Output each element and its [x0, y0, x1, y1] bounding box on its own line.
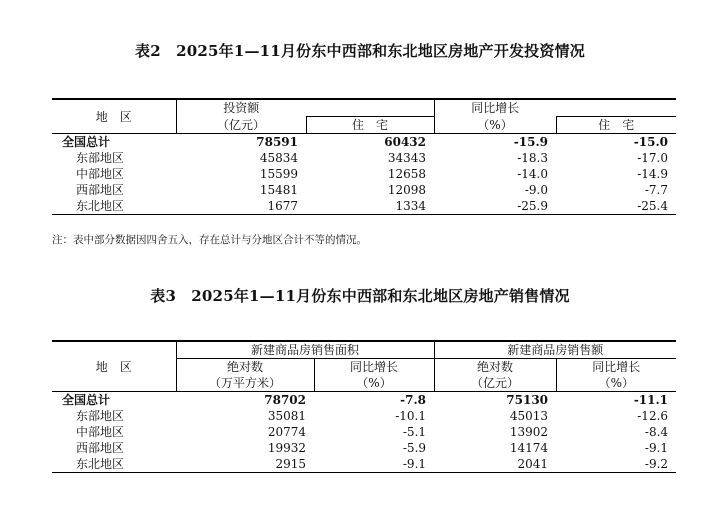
- yoy-cell: -9.0: [524, 183, 548, 197]
- table3-amount-unit: （亿元）: [434, 375, 556, 392]
- table3-region-header: 地 区: [52, 341, 176, 392]
- area-cell: 2915: [176, 456, 314, 473]
- table3-area-abs-header: 绝对数: [176, 359, 314, 376]
- table2-title: 表2 2025年1—11月份东中西部和东北地区房地产开发投资情况: [135, 42, 585, 60]
- yoy-residential-cell: -7.7: [644, 183, 668, 197]
- amount-yoy-cell: -11.1: [633, 393, 669, 407]
- area-yoy-cell: -10.1: [395, 409, 427, 423]
- area-cell: 35081: [267, 409, 306, 423]
- area-yoy-cell: -5.9: [402, 441, 427, 455]
- table-row: [52, 182, 676, 198]
- residential-cell: 12098: [387, 183, 426, 197]
- amount-yoy-cell: -12.6: [637, 409, 669, 423]
- table2-yoy-unit: （%）: [434, 117, 556, 134]
- table3-sales: [52, 340, 676, 473]
- yoy-residential-cell: -17.0: [637, 151, 668, 165]
- region-cell: 东部地区: [76, 151, 125, 165]
- area-cell: 19932: [267, 441, 306, 455]
- table3-title: 表3 2025年1—11月份东中西部和东北地区房地产销售情况: [150, 287, 570, 305]
- amount-cell: 45013: [509, 409, 549, 423]
- yoy-cell: -15.9: [513, 135, 548, 149]
- region-cell: 中部地区: [76, 167, 125, 181]
- investment-cell: 15599: [259, 167, 298, 181]
- area-yoy-cell: -9.1: [314, 456, 434, 473]
- yoy-residential-cell: -14.9: [637, 167, 668, 181]
- yoy-cell: -25.9: [434, 198, 556, 215]
- table2-region-header: 地 区: [52, 99, 176, 134]
- investment-cell: 15481: [259, 183, 298, 197]
- investment-cell: 78591: [256, 135, 298, 149]
- table-row: [52, 392, 676, 409]
- residential-cell: 34343: [387, 151, 426, 165]
- region-cell: 中部地区: [76, 425, 125, 439]
- table2-note: 注：表中部分数据因四舍五入，存在总计与分地区合计不等的情况。: [52, 234, 367, 246]
- region-cell: 东北地区: [52, 198, 176, 215]
- table3-area-unit: （万平方米）: [176, 375, 314, 392]
- yoy-cell: -14.0: [517, 167, 548, 181]
- table-row: [52, 150, 676, 166]
- region-cell: 东北地区: [52, 456, 176, 473]
- area-cell: 78702: [264, 393, 306, 407]
- residential-cell: 60432: [384, 135, 426, 149]
- table-row: [52, 198, 676, 215]
- yoy-residential-cell: -15.0: [633, 135, 668, 149]
- table-row: [52, 456, 676, 473]
- amount-yoy-cell: -9.2: [556, 456, 676, 473]
- table-row: [52, 408, 676, 424]
- table-row: [52, 166, 676, 182]
- table3-amount-yoy-header: 同比增长: [556, 359, 676, 376]
- residential-cell: 12658: [387, 167, 426, 181]
- amount-yoy-cell: -8.4: [644, 425, 669, 439]
- table-row: [52, 440, 676, 456]
- table2-investment: [52, 98, 676, 215]
- region-cell: 西部地区: [76, 441, 125, 455]
- table-row: [52, 134, 676, 151]
- table3-area-yoy-header: 同比增长: [314, 359, 434, 376]
- region-cell: 西部地区: [76, 183, 125, 197]
- region-cell: 全国总计: [62, 393, 111, 407]
- investment-cell: 1677: [176, 198, 306, 215]
- amount-yoy-cell: -9.1: [644, 441, 669, 455]
- area-cell: 20774: [267, 425, 306, 439]
- amount-cell: 14174: [509, 441, 549, 455]
- residential-cell: 1334: [306, 198, 434, 215]
- table2-yoy-residential-header: 住 宅: [556, 117, 676, 134]
- yoy-cell: -18.3: [517, 151, 548, 165]
- investment-cell: 45834: [259, 151, 298, 165]
- yoy-residential-cell: -25.4: [556, 198, 676, 215]
- table2-residential-header: 住 宅: [306, 117, 434, 134]
- table3-amount-group-header: 新建商品房销售额: [434, 341, 676, 359]
- amount-cell: 75130: [506, 393, 549, 407]
- table3-amount-abs-header: 绝对数: [434, 359, 556, 376]
- table2-investment-header: 投资额: [176, 99, 306, 117]
- amount-cell: 2041: [434, 456, 556, 473]
- table3-area-group-header: 新建商品房销售面积: [176, 341, 434, 359]
- region-cell: 全国总计: [62, 135, 111, 149]
- table2-yoy-header: 同比增长: [434, 99, 556, 117]
- table3-amount-yoy-unit: （%）: [556, 375, 676, 392]
- region-cell: 东部地区: [76, 409, 125, 423]
- area-yoy-cell: -5.1: [402, 425, 427, 439]
- area-yoy-cell: -7.8: [400, 393, 427, 407]
- table-row: [52, 424, 676, 440]
- table3-area-yoy-unit: （%）: [314, 375, 434, 392]
- table2-investment-unit: （亿元）: [176, 117, 306, 134]
- amount-cell: 13902: [509, 425, 549, 439]
